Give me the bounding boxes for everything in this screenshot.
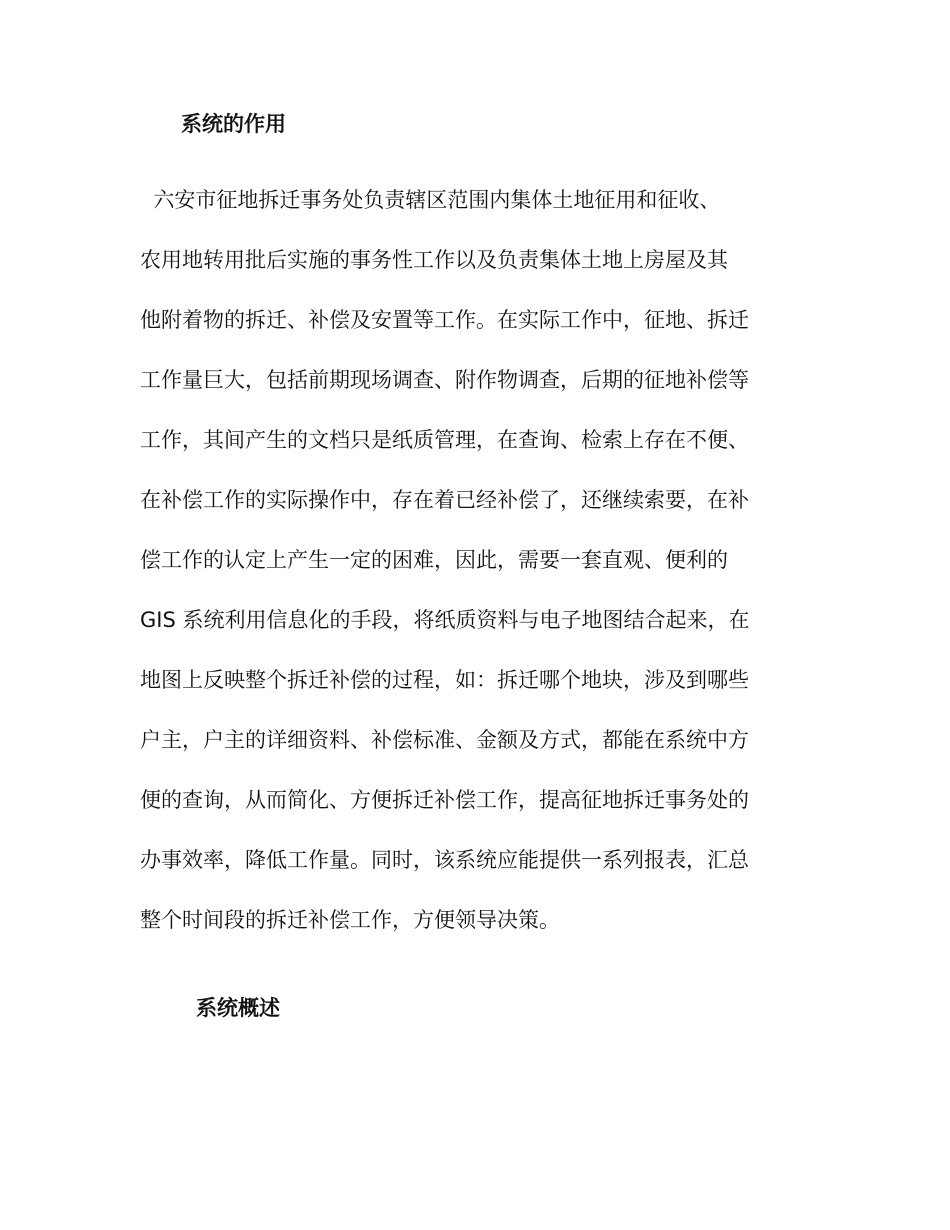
paragraph-line: 户主，户主的详细资料、补偿标准、金额及方式，都能在系统中方: [140, 728, 749, 752]
section-paragraph-role: [140, 182, 820, 962]
section-heading-role: 系统的作用: [181, 112, 286, 136]
paragraph-line: 偿工作的认定上产生一定的困难，因此，需要一套直观、便利的: [140, 548, 728, 572]
paragraph-line: 办事效率，降低工作量。同时，该系统应能提供一系列报表，汇总: [140, 848, 749, 872]
paragraph-line: 工作，其间产生的文档只是纸质管理，在查询、检索上存在不便、: [140, 428, 749, 452]
paragraph-line: 便的查询，从而简化、方便拆迁补偿工作，提高征地拆迁事务处的: [140, 788, 749, 812]
paragraph-line: 在补偿工作的实际操作中，存在着已经补偿了，还继续索要，在补: [140, 488, 749, 512]
section-heading-overview: 系统概述: [196, 996, 280, 1020]
paragraph-line: 地图上反映整个拆迁补偿的过程，如：拆迁哪个地块，涉及到哪些: [140, 668, 749, 692]
paragraph-line: GIS 系统利用信息化的手段，将纸质资料与电子地图结合起来，在: [140, 608, 750, 632]
paragraph-line: 他附着物的拆迁、补偿及安置等工作。在实际工作中，征地、拆迁: [140, 308, 749, 332]
paragraph-line: 六安市征地拆迁事务处负责辖区范围内集体土地征用和征收、: [140, 188, 721, 212]
paragraph-line: 工作量巨大，包括前期现场调查、附作物调查，后期的征地补偿等: [140, 368, 749, 392]
paragraph-line: 整个时间段的拆迁补偿工作，方便领导决策。: [140, 908, 560, 932]
paragraph-line: 农用地转用批后实施的事务性工作以及负责集体土地上房屋及其: [140, 248, 728, 272]
